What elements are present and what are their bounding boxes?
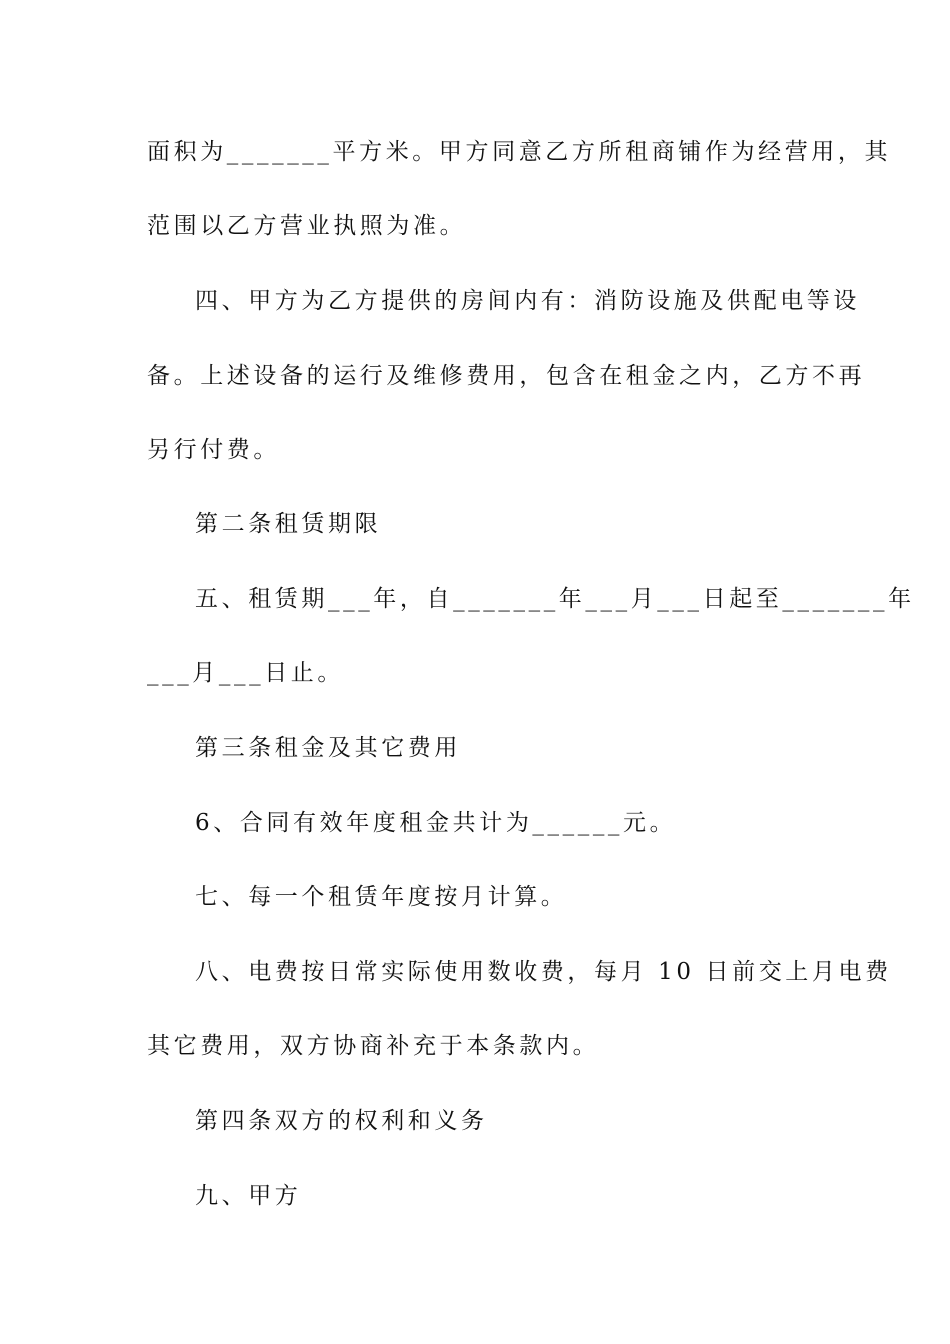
clause-five-line-2: ___月___日止。 bbox=[147, 660, 344, 686]
text-line-scope: 范围以乙方营业执照为准。 bbox=[147, 213, 467, 239]
section-heading-lease-term: 第二条租赁期限 bbox=[195, 511, 382, 537]
clause-four-line-1: 四、甲方为乙方提供的房间内有：消防设施及供配电等设 bbox=[195, 288, 860, 314]
clause-seven: 七、每一个租赁年度按月计算。 bbox=[195, 884, 568, 910]
clause-nine: 九、甲方 bbox=[195, 1183, 302, 1209]
clause-six: 6、合同有效年度租金共计为______元。 bbox=[195, 810, 677, 836]
clause-eight-line-1: 八、电费按日常实际使用数收费，每月 10 日前交上月电费 bbox=[195, 959, 892, 985]
text-line-area: 面积为_______平方米。甲方同意乙方所租商铺作为经营用，其 bbox=[147, 139, 892, 165]
clause-four-line-2: 备。上述设备的运行及维修费用，包含在租金之内，乙方不再 bbox=[147, 363, 866, 389]
section-heading-rights-obligations: 第四条双方的权利和义务 bbox=[195, 1108, 488, 1134]
section-heading-rent-fees: 第三条租金及其它费用 bbox=[195, 735, 461, 761]
clause-four-line-3: 另行付费。 bbox=[147, 437, 280, 463]
clause-five-line-1: 五、租赁期___年，自_______年___月___日起至_______年 bbox=[195, 586, 915, 612]
clause-eight-line-2: 其它费用，双方协商补充于本条款内。 bbox=[147, 1033, 600, 1059]
